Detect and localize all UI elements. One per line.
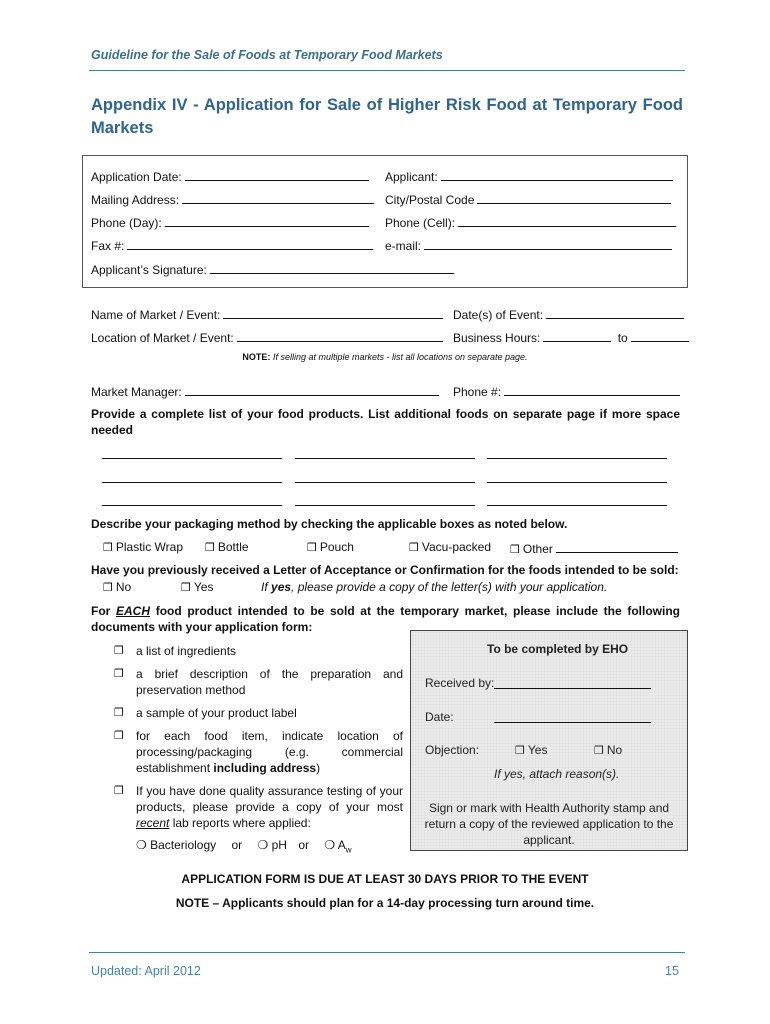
email-blank[interactable] [424, 237, 672, 250]
doc-item-location [136, 728, 403, 776]
prior-letter-question: Have you previously received a Letter of Acceptance or Confirmation for the foods intended to be sold: [91, 563, 679, 577]
market-location-blank[interactable] [237, 329, 443, 342]
eho-date-blank[interactable] [494, 711, 651, 723]
packaging-option-other[interactable] [510, 540, 678, 556]
market-manager-blank[interactable] [185, 383, 439, 396]
checkbox-icon[interactable]: ❒ [181, 582, 191, 594]
deadline-notice: APPLICATION FORM IS DUE AT LEAST 30 DAYS PRIOR TO THE EVENT [181, 872, 589, 886]
checkbox-icon[interactable]: ❒ [515, 745, 525, 757]
packaging-option-vacu-packed[interactable] [409, 540, 491, 554]
footer-divider [89, 952, 685, 953]
option-label: Bottle [217, 540, 249, 554]
or-label: or [298, 838, 309, 852]
food-line[interactable] [487, 482, 667, 483]
objection-label: Objection: [425, 743, 480, 757]
objection-yes[interactable] [515, 743, 547, 757]
packaging-option-plastic-wrap[interactable] [103, 540, 183, 554]
market-name-blank[interactable] [223, 306, 443, 319]
checkbox-icon[interactable]: ❒ [594, 745, 604, 757]
running-header: Guideline for the Sale of Foods at Temporary Food Markets [91, 48, 443, 62]
ph-label: pH [271, 838, 287, 852]
city-postal-blank[interactable] [477, 191, 671, 204]
checkbox-icon[interactable]: ❒ [409, 542, 419, 554]
food-list-instruction: Provide a complete list of your food products. List additional foods on separate page if more space needed [91, 407, 680, 437]
phone-cell-label: Phone (Cell): [385, 216, 456, 230]
food-line[interactable] [487, 505, 667, 506]
checkbox-icon[interactable]: ❒ [114, 730, 124, 742]
quality-tests-row [136, 838, 352, 854]
food-line[interactable] [487, 458, 667, 459]
objection-no-label: No [606, 743, 623, 757]
option-label: Plastic Wrap [115, 540, 184, 554]
eho-date-label: Date: [425, 710, 454, 724]
received-by-label: Received by: [425, 676, 495, 690]
market-location-field[interactable] [91, 329, 443, 345]
eho-return-instruction: Sign or mark with Health Authority stamp and return a copy of the reviewed application to the applicant. [424, 801, 674, 847]
city-postal-label: City/Postal Code [385, 193, 475, 207]
note-text: If selling at multiple markets - list all locations on separate page. [272, 352, 528, 362]
intro-for: For [91, 604, 111, 618]
processing-time-note: NOTE – Applicants should plan for a 14-day processing turn around time. [175, 896, 595, 910]
food-line[interactable] [295, 458, 475, 459]
market-manager-field[interactable] [91, 383, 439, 399]
manager-phone-blank[interactable] [504, 383, 680, 396]
application-date-label: Application Date: [91, 170, 182, 184]
option-label: Other [522, 542, 553, 556]
location-pre: for each food item, indicate location of processing/packaging (e.g. commercial establishment [136, 729, 403, 775]
or-label: or [231, 838, 243, 852]
checkbox-icon[interactable]: ❒ [510, 544, 520, 556]
application-date-blank[interactable] [185, 168, 369, 181]
market-location-label: Location of Market / Event: [91, 331, 234, 345]
business-hours-field[interactable] [453, 329, 689, 345]
other-blank[interactable] [556, 540, 678, 553]
if-prefix: If [261, 580, 268, 594]
business-hours-label: Business Hours: [453, 331, 541, 345]
market-manager-label: Market Manager: [91, 385, 182, 399]
prior-letter-yes[interactable] [181, 580, 213, 594]
email-field[interactable] [385, 237, 672, 253]
phone-cell-field[interactable] [385, 214, 676, 230]
packaging-option-bottle[interactable] [205, 540, 249, 554]
radio-icon[interactable]: ❍ [136, 838, 147, 852]
checkbox-icon[interactable]: ❒ [103, 542, 113, 554]
header-divider [89, 70, 685, 71]
radio-icon[interactable]: ❍ [257, 838, 269, 852]
testing-pre: If you have done quality assurance testing of your products, please provide a copy of your most [136, 784, 403, 814]
prior-letter-instruction [261, 580, 607, 594]
received-by-blank[interactable] [494, 677, 651, 689]
aw-subscript: w [345, 845, 352, 855]
application-date-field[interactable] [91, 168, 369, 184]
aw-label: A [337, 838, 346, 852]
mailing-address-blank[interactable] [182, 191, 374, 204]
objection-no[interactable] [594, 743, 622, 757]
intro-rest: food product intended to be sold at the temporary market, please include the following documents with your application form: [91, 604, 680, 634]
updated-date: Updated: April 2012 [91, 964, 201, 978]
event-dates-field[interactable] [453, 306, 684, 322]
prior-letter-no[interactable] [103, 580, 131, 594]
no-label: No [115, 580, 132, 594]
doc-item-ingredients: a list of ingredients [136, 644, 237, 658]
food-line[interactable] [102, 482, 282, 483]
packaging-instruction: Describe your packaging method by checking the applicable boxes as noted below. [91, 517, 568, 531]
hours-to-blank[interactable] [631, 329, 689, 342]
mailing-address-label: Mailing Address: [91, 193, 180, 207]
if-yes-reason: If yes, attach reason(s). [494, 767, 620, 781]
fax-blank[interactable] [127, 237, 373, 250]
market-name-label: Name of Market / Event: [91, 308, 221, 322]
food-line[interactable] [295, 482, 475, 483]
applicant-field[interactable] [385, 168, 673, 184]
location-bold: including address [213, 761, 317, 775]
applicant-label: Applicant: [385, 170, 438, 184]
option-label: Vacu-packed [421, 540, 492, 554]
doc-item-label: a sample of your product label [136, 706, 297, 720]
phone-day-field[interactable] [91, 214, 369, 230]
phone-day-blank[interactable] [165, 214, 369, 227]
market-name-field[interactable] [91, 306, 443, 322]
if-suffix: , please provide a copy of the letter(s) with your application. [291, 580, 608, 594]
testing-post: lab reports where applied: [172, 816, 311, 830]
hours-from-blank[interactable] [543, 329, 611, 342]
food-line[interactable] [295, 505, 475, 506]
doc-item-description: a brief description of the preparation and preservation method [136, 667, 403, 697]
phone-cell-blank[interactable] [458, 214, 676, 227]
packaging-option-pouch[interactable] [307, 540, 354, 554]
if-yes-word: yes [271, 580, 292, 594]
page-title: Appendix IV - Application for Sale of Higher Risk Food at Temporary Food Markets [91, 96, 683, 137]
mailing-address-field[interactable] [91, 191, 374, 207]
location-post: ) [316, 761, 321, 775]
checkbox-icon[interactable]: ❒ [114, 785, 124, 797]
signature-blank[interactable] [210, 261, 454, 274]
checkbox-icon[interactable]: ❒ [114, 645, 124, 657]
fax-label: Fax #: [91, 239, 125, 253]
checkbox-icon[interactable]: ❒ [307, 542, 317, 554]
radio-icon[interactable]: ❍ [324, 838, 336, 852]
bacteriology-label: Bacteriology [150, 838, 217, 852]
checkbox-icon[interactable]: ❒ [205, 542, 215, 554]
signature-label: Applicant’s Signature: [91, 263, 207, 277]
manager-phone-label: Phone #: [453, 385, 502, 399]
food-line[interactable] [102, 505, 282, 506]
testing-recent: recent [136, 816, 170, 830]
page-number: 15 [665, 964, 679, 978]
phone-day-label: Phone (Day): [91, 216, 162, 230]
eho-box-title: To be completed by EHO [487, 642, 629, 656]
hours-to-label: to [617, 331, 628, 345]
event-dates-label: Date(s) of Event: [453, 308, 544, 322]
signature-field[interactable] [91, 261, 454, 277]
multiple-markets-note [0, 352, 770, 362]
option-label: Pouch [319, 540, 354, 554]
city-postal-field[interactable] [385, 191, 671, 207]
objection-yes-label: Yes [527, 743, 548, 757]
food-line[interactable] [102, 458, 282, 459]
note-label: NOTE: [242, 352, 271, 362]
manager-phone-field[interactable] [453, 383, 680, 399]
fax-field[interactable] [91, 237, 373, 253]
checkbox-icon[interactable]: ❒ [103, 582, 113, 594]
applicant-blank[interactable] [441, 168, 673, 181]
email-label: e-mail: [385, 239, 422, 253]
doc-item-testing [136, 783, 403, 831]
yes-label: Yes [193, 580, 214, 594]
intro-each: EACH [116, 604, 151, 618]
event-dates-blank[interactable] [546, 306, 684, 319]
checkbox-icon[interactable]: ❒ [114, 668, 124, 680]
checkbox-icon[interactable]: ❒ [114, 707, 124, 719]
